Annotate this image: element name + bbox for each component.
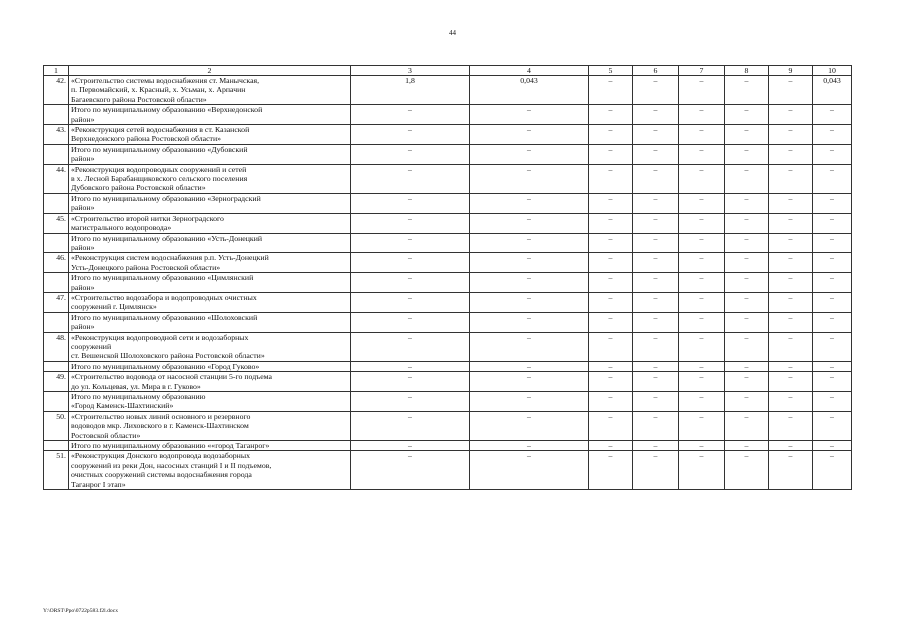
value-cell: –: [633, 125, 679, 145]
value-cell: –: [351, 451, 470, 490]
description-line: Верхнедонского района Ростовской области»: [71, 134, 222, 144]
value-cell: –: [813, 164, 852, 193]
description-line: сооружений г. Цимлянск»: [71, 302, 157, 312]
row-description: [69, 144, 351, 164]
column-header: 4: [470, 66, 589, 76]
value-cell: –: [813, 441, 852, 451]
table-row: [44, 292, 852, 312]
value-cell: –: [679, 76, 725, 105]
value-cell: –: [769, 312, 813, 332]
value-cell: –: [470, 213, 589, 233]
value-cell: –: [679, 372, 725, 392]
description-line: «Реконструкция Донского водопровода водозаборных: [71, 451, 250, 461]
value-cell: –: [470, 451, 589, 490]
value-cell: –: [470, 361, 589, 371]
value-cell: –: [813, 125, 852, 145]
row-description: [69, 292, 351, 312]
description-line: Итого по муниципальному образованию «Шолоховский: [71, 312, 258, 322]
description-line: Багаевского района Ростовской области»: [71, 94, 207, 104]
description-line: сооружений: [71, 341, 112, 351]
value-cell: –: [351, 164, 470, 193]
value-cell: 0,043: [813, 76, 852, 105]
row-number: 45.: [44, 213, 69, 233]
value-cell: –: [351, 312, 470, 332]
value-cell: –: [725, 164, 769, 193]
table-row: [44, 76, 852, 105]
value-cell: –: [633, 193, 679, 213]
value-cell: –: [813, 193, 852, 213]
value-cell: –: [679, 105, 725, 125]
value-cell: –: [589, 144, 633, 164]
description-line: п. Первомайский, х. Красный, х. Усьман, х. Арпачин: [71, 85, 246, 95]
row-description: [69, 213, 351, 233]
row-number: 44.: [44, 164, 69, 193]
description-line: «Строительство водовода от насосной станции 5-го подъема: [71, 372, 273, 382]
column-header: 5: [589, 66, 633, 76]
value-cell: –: [813, 144, 852, 164]
value-cell: –: [679, 164, 725, 193]
value-cell: –: [589, 441, 633, 451]
value-cell: –: [813, 332, 852, 361]
value-cell: –: [633, 441, 679, 451]
table-row: [44, 441, 852, 451]
column-header: 3: [351, 66, 470, 76]
row-description: [69, 451, 351, 490]
value-cell: –: [351, 213, 470, 233]
column-header: 1: [44, 66, 69, 76]
value-cell: –: [470, 392, 589, 412]
description-line: Итого по муниципальному образованию «Город Гуково»: [71, 361, 260, 371]
value-cell: –: [351, 361, 470, 371]
row-number: [44, 361, 69, 371]
description-line: «Реконструкция водопроводной сети и водозаборных: [71, 332, 249, 342]
value-cell: –: [679, 253, 725, 273]
description-line: Итого по муниципальному образованию «Дубовский: [71, 144, 248, 154]
value-cell: –: [470, 312, 589, 332]
description-line: «Строительство второй нитки Зерноградского: [71, 213, 224, 223]
value-cell: –: [470, 105, 589, 125]
value-cell: –: [679, 193, 725, 213]
value-cell: –: [725, 312, 769, 332]
table-row: [44, 451, 852, 490]
value-cell: –: [725, 233, 769, 253]
description-line: Итого по муниципальному образованию: [71, 392, 206, 401]
value-cell: –: [589, 361, 633, 371]
description-line: в х. Лесной Барабанщиковского сельского поселения: [71, 174, 248, 184]
value-cell: –: [351, 392, 470, 412]
value-cell: –: [633, 233, 679, 253]
row-description: [69, 253, 351, 273]
table-row: [44, 411, 852, 440]
table-row: [44, 332, 852, 361]
value-cell: –: [351, 233, 470, 253]
value-cell: –: [633, 332, 679, 361]
value-cell: –: [633, 292, 679, 312]
value-cell: –: [725, 411, 769, 440]
description-line: «Строительство водозабора и водопроводных очистных: [71, 292, 257, 302]
description-line: «Реконструкция водопроводных сооружений и сетей: [71, 164, 247, 174]
value-cell: –: [589, 76, 633, 105]
description-line: Итого по муниципальному образованию ««город Таганрог»: [71, 441, 270, 451]
description-line: водоводов мкр. Лиховского в г. Каменск-Шахтинском: [71, 421, 249, 431]
value-cell: –: [769, 193, 813, 213]
value-cell: –: [470, 273, 589, 293]
value-cell: –: [351, 105, 470, 125]
description-line: сооружений из реки Дон, насосных станций I и II подъемов,: [71, 460, 272, 470]
row-description: [69, 441, 351, 451]
value-cell: 1,8: [351, 76, 470, 105]
value-cell: –: [725, 144, 769, 164]
value-cell: –: [725, 76, 769, 105]
value-cell: –: [633, 361, 679, 371]
value-cell: –: [470, 233, 589, 253]
value-cell: –: [769, 392, 813, 412]
value-cell: –: [769, 125, 813, 145]
row-number: 50.: [44, 411, 69, 440]
value-cell: –: [470, 441, 589, 451]
value-cell: –: [633, 164, 679, 193]
column-header: 6: [633, 66, 679, 76]
value-cell: –: [813, 233, 852, 253]
value-cell: –: [351, 253, 470, 273]
value-cell: –: [633, 76, 679, 105]
row-number: [44, 392, 69, 412]
value-cell: –: [633, 253, 679, 273]
row-number: [44, 233, 69, 253]
value-cell: –: [470, 164, 589, 193]
value-cell: –: [813, 451, 852, 490]
value-cell: –: [813, 273, 852, 293]
data-table: [43, 65, 852, 490]
description-line: «Строительство системы водоснабжения ст. Манычская,: [71, 76, 260, 85]
value-cell: –: [633, 105, 679, 125]
value-cell: –: [589, 193, 633, 213]
table-row: [44, 213, 852, 233]
description-line: «Реконструкция сетей водоснабжения в ст. Казанской: [71, 125, 250, 135]
row-description: [69, 193, 351, 213]
value-cell: –: [679, 451, 725, 490]
value-cell: –: [769, 76, 813, 105]
value-cell: –: [470, 144, 589, 164]
value-cell: –: [679, 213, 725, 233]
description-line: магистрального водопровода»: [71, 223, 172, 233]
description-line: «Город Каменск-Шахтинский»: [71, 401, 174, 411]
table-row: [44, 233, 852, 253]
description-line: Дубовского района Ростовской области»: [71, 183, 206, 193]
value-cell: –: [679, 411, 725, 440]
value-cell: –: [725, 332, 769, 361]
description-line: Таганрог I этап»: [71, 479, 126, 489]
value-cell: –: [589, 233, 633, 253]
value-cell: –: [813, 312, 852, 332]
table-row: [44, 125, 852, 145]
value-cell: –: [470, 292, 589, 312]
value-cell: –: [679, 292, 725, 312]
description-line: до ул. Кольцевая, ул. Мира в г. Гуково»: [71, 381, 201, 391]
value-cell: –: [633, 372, 679, 392]
value-cell: –: [351, 125, 470, 145]
row-description: [69, 312, 351, 332]
value-cell: –: [470, 332, 589, 361]
row-description: [69, 361, 351, 371]
value-cell: –: [769, 213, 813, 233]
row-number: [44, 273, 69, 293]
value-cell: –: [813, 411, 852, 440]
description-line: Итого по муниципальному образованию «Зерноградский: [71, 193, 261, 203]
value-cell: –: [589, 451, 633, 490]
value-cell: –: [351, 144, 470, 164]
value-cell: –: [470, 193, 589, 213]
row-description: [69, 164, 351, 193]
row-description: [69, 411, 351, 440]
value-cell: –: [679, 312, 725, 332]
value-cell: –: [813, 361, 852, 371]
value-cell: –: [725, 253, 769, 273]
column-header: 9: [769, 66, 813, 76]
description-line: Итого по муниципальному образованию «Усть-Донецкий: [71, 233, 263, 243]
value-cell: –: [725, 392, 769, 412]
value-cell: –: [470, 411, 589, 440]
page-number: 44: [449, 29, 456, 37]
row-description: [69, 392, 351, 412]
value-cell: –: [470, 253, 589, 273]
value-cell: –: [769, 451, 813, 490]
row-number: 49.: [44, 372, 69, 392]
value-cell: –: [351, 273, 470, 293]
value-cell: –: [589, 105, 633, 125]
value-cell: –: [633, 451, 679, 490]
row-number: 43.: [44, 125, 69, 145]
table-row: [44, 164, 852, 193]
row-description: [69, 125, 351, 145]
value-cell: –: [589, 392, 633, 412]
description-line: район»: [71, 203, 95, 213]
table-row: [44, 273, 852, 293]
value-cell: –: [633, 144, 679, 164]
row-description: [69, 76, 351, 105]
column-header: 8: [725, 66, 769, 76]
table-row: [44, 193, 852, 213]
value-cell: –: [813, 105, 852, 125]
value-cell: –: [351, 193, 470, 213]
row-description: [69, 233, 351, 253]
value-cell: –: [725, 193, 769, 213]
value-cell: –: [769, 144, 813, 164]
value-cell: –: [813, 392, 852, 412]
row-description: [69, 273, 351, 293]
description-line: Ростовской области»: [71, 430, 141, 440]
row-number: 47.: [44, 292, 69, 312]
value-cell: –: [769, 292, 813, 312]
value-cell: –: [589, 312, 633, 332]
row-description: [69, 105, 351, 125]
column-header: 2: [69, 66, 351, 76]
row-number: 46.: [44, 253, 69, 273]
column-header: 7: [679, 66, 725, 76]
value-cell: –: [351, 441, 470, 451]
value-cell: –: [769, 273, 813, 293]
value-cell: –: [633, 411, 679, 440]
value-cell: –: [769, 372, 813, 392]
value-cell: –: [769, 164, 813, 193]
value-cell: –: [589, 372, 633, 392]
value-cell: –: [725, 105, 769, 125]
value-cell: –: [769, 361, 813, 371]
value-cell: –: [769, 233, 813, 253]
value-cell: –: [679, 273, 725, 293]
description-line: район»: [71, 114, 95, 124]
value-cell: –: [589, 253, 633, 273]
description-line: район»: [71, 242, 95, 252]
description-line: очистных сооружений системы водоснабжения города: [71, 470, 252, 480]
table-header-row: [44, 66, 852, 76]
value-cell: –: [725, 125, 769, 145]
description-line: район»: [71, 154, 95, 164]
description-line: район»: [71, 322, 95, 332]
value-cell: –: [351, 332, 470, 361]
value-cell: –: [679, 441, 725, 451]
value-cell: –: [725, 292, 769, 312]
value-cell: –: [679, 332, 725, 361]
description-line: Итого по муниципальному образованию «Верхнедонской: [71, 105, 263, 115]
row-number: [44, 312, 69, 332]
value-cell: –: [769, 105, 813, 125]
value-cell: –: [813, 253, 852, 273]
file-path-footer: Y:\ORST\Ppo\0722p583.f2l.docx: [43, 608, 119, 614]
value-cell: –: [589, 411, 633, 440]
value-cell: –: [679, 125, 725, 145]
table-row: [44, 144, 852, 164]
description-line: «Реконструкция систем водоснабжения р.п. Усть-Донецкий: [71, 253, 269, 263]
value-cell: –: [633, 312, 679, 332]
row-description: [69, 372, 351, 392]
value-cell: –: [633, 213, 679, 233]
row-number: 51.: [44, 451, 69, 490]
description-line: район»: [71, 282, 95, 292]
value-cell: 0,043: [470, 76, 589, 105]
row-number: [44, 193, 69, 213]
value-cell: –: [679, 233, 725, 253]
value-cell: –: [351, 411, 470, 440]
table-row: [44, 105, 852, 125]
value-cell: –: [769, 332, 813, 361]
row-number: [44, 105, 69, 125]
value-cell: –: [589, 292, 633, 312]
table-row: [44, 361, 852, 371]
table-row: [44, 392, 852, 412]
value-cell: –: [725, 213, 769, 233]
row-number: 42.: [44, 76, 69, 105]
description-line: Итого по муниципальному образованию «Цимлянский: [71, 273, 254, 283]
value-cell: –: [679, 392, 725, 412]
row-description: [69, 332, 351, 361]
value-cell: –: [813, 292, 852, 312]
value-cell: –: [633, 273, 679, 293]
row-number: [44, 144, 69, 164]
value-cell: –: [351, 372, 470, 392]
value-cell: –: [589, 125, 633, 145]
description-line: Усть-Донецкого района Ростовской области»: [71, 262, 221, 272]
value-cell: –: [589, 273, 633, 293]
value-cell: –: [679, 144, 725, 164]
table-row: [44, 372, 852, 392]
value-cell: –: [633, 392, 679, 412]
value-cell: –: [725, 372, 769, 392]
value-cell: –: [470, 372, 589, 392]
value-cell: –: [589, 213, 633, 233]
table-row: [44, 312, 852, 332]
value-cell: –: [470, 125, 589, 145]
value-cell: –: [813, 213, 852, 233]
description-line: «Строительство новых линий основного и резервного: [71, 411, 251, 421]
value-cell: –: [351, 292, 470, 312]
row-number: 48.: [44, 332, 69, 361]
value-cell: –: [725, 441, 769, 451]
value-cell: –: [725, 361, 769, 371]
column-header: 10: [813, 66, 852, 76]
value-cell: –: [769, 441, 813, 451]
table-row: [44, 253, 852, 273]
value-cell: –: [769, 411, 813, 440]
value-cell: –: [589, 164, 633, 193]
value-cell: –: [725, 273, 769, 293]
value-cell: –: [589, 332, 633, 361]
value-cell: –: [679, 361, 725, 371]
value-cell: –: [813, 372, 852, 392]
value-cell: –: [725, 451, 769, 490]
value-cell: –: [769, 253, 813, 273]
row-number: [44, 441, 69, 451]
description-line: ст. Вешенской Шолоховского района Ростовской области»: [71, 351, 265, 361]
